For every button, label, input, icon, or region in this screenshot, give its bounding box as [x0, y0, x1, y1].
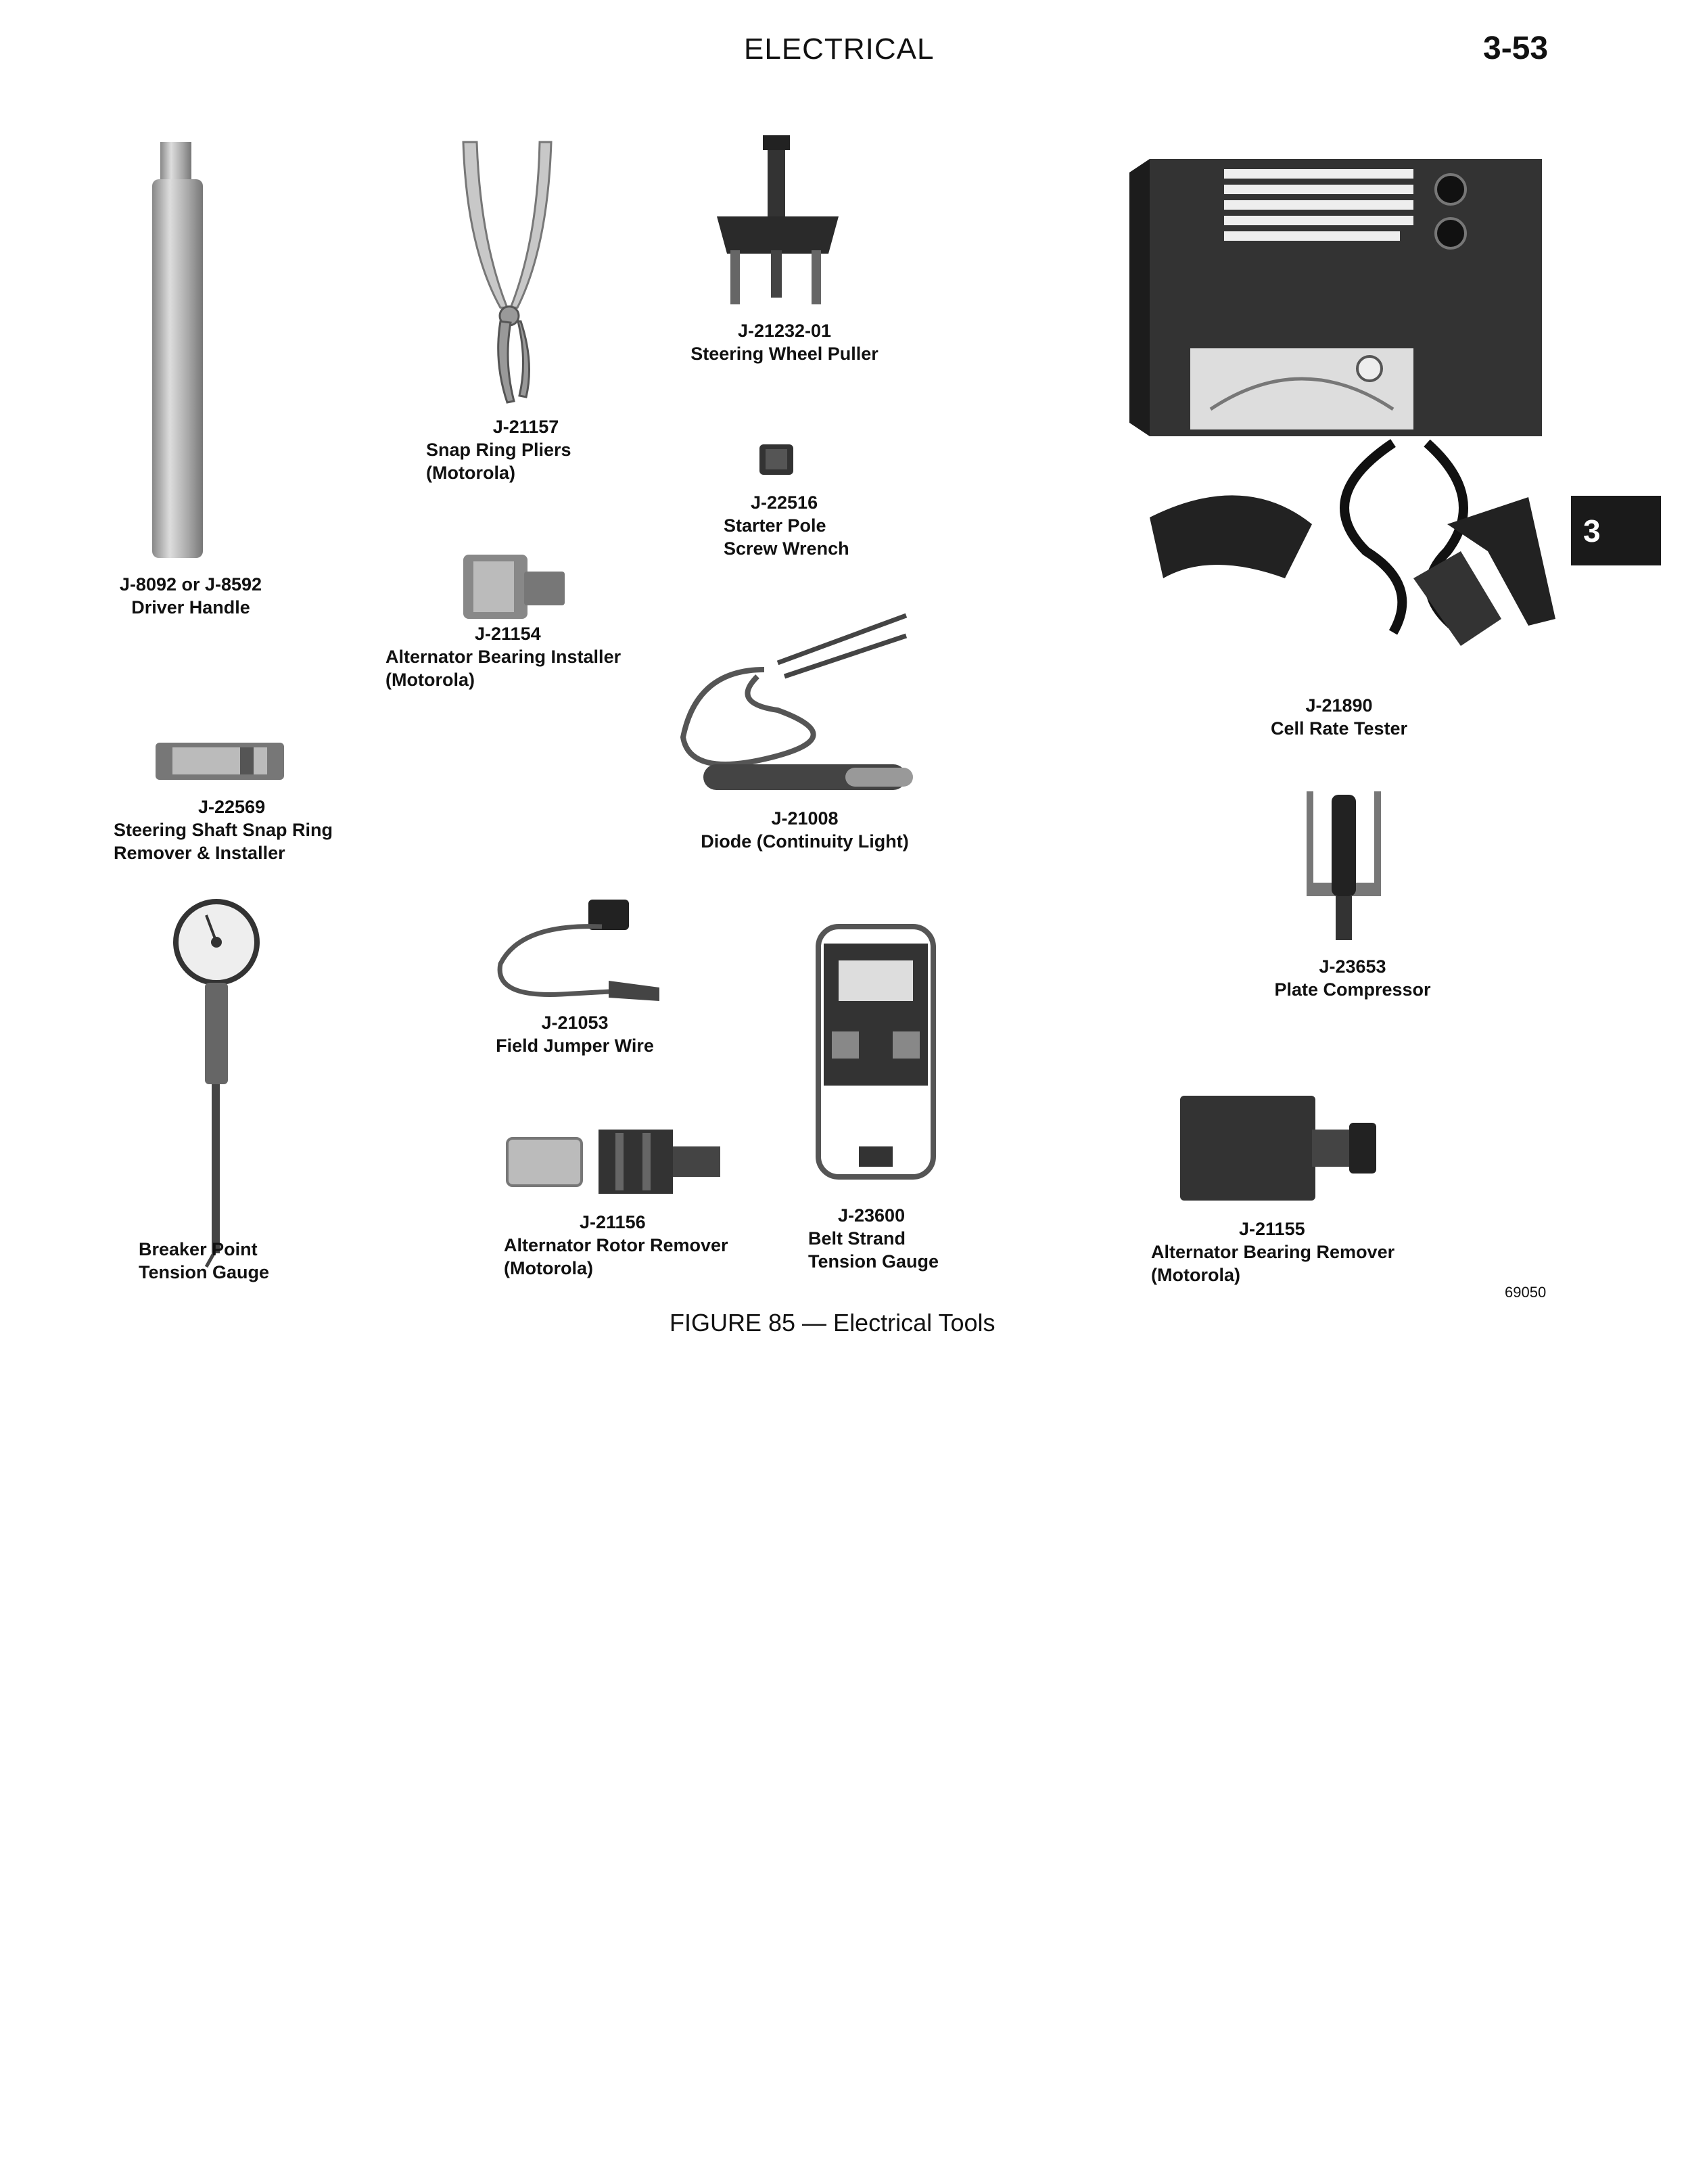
field-jumper-wire-part: J-21053	[541, 1013, 609, 1033]
starter-pole-wrench-line2: Screw Wrench	[724, 538, 849, 559]
alt-bearing-installer-note: (Motorola)	[385, 670, 475, 690]
alt-rotor-remover-image	[504, 1126, 727, 1197]
belt-strand-gauge-line2: Tension Gauge	[808, 1251, 939, 1272]
plate-compressor-image	[1296, 788, 1391, 944]
steering-wheel-puller-label	[683, 319, 886, 365]
alt-bearing-installer-image	[460, 548, 568, 622]
steering-wheel-puller-part: J-21232-01	[737, 321, 832, 341]
alt-bearing-installer-name: Alternator Bearing Installer	[385, 647, 622, 667]
starter-pole-wrench-line1: Starter Pole	[724, 515, 826, 536]
field-jumper-wire-name: Field Jumper Wire	[496, 1036, 654, 1056]
field-jumper-wire-image	[487, 896, 663, 1011]
alt-bearing-installer-part: J-21154	[475, 624, 541, 644]
alt-rotor-remover-label	[504, 1211, 747, 1280]
belt-strand-gauge-line1: Belt Strand	[808, 1228, 906, 1249]
breaker-point-gauge-line1: Breaker Point	[139, 1239, 258, 1259]
alt-rotor-remover-part: J-21156	[580, 1212, 646, 1232]
snap-ring-pliers-label	[426, 415, 588, 484]
steering-shaft-snap-ring-line1: Steering Shaft Snap Ring	[114, 820, 333, 840]
cell-rate-tester-name: Cell Rate Tester	[1270, 718, 1408, 739]
steering-shaft-snap-ring-label	[114, 795, 357, 864]
page-header-title: ELECTRICAL	[744, 32, 935, 66]
page-number: 3-53	[1483, 30, 1549, 66]
snap-ring-pliers-name: Snap Ring Pliers	[426, 440, 571, 460]
figure-ref-number: 69050	[1505, 1284, 1547, 1301]
cell-rate-tester-part: J-21890	[1305, 695, 1373, 716]
cell-rate-tester-image	[1109, 145, 1569, 687]
alt-bearing-remover-image	[1177, 1092, 1380, 1204]
steering-wheel-puller-name: Steering Wheel Puller	[690, 344, 878, 364]
driver-handle-label	[110, 573, 272, 619]
alt-rotor-remover-note: (Motorola)	[504, 1258, 593, 1278]
starter-pole-wrench-part: J-22516	[751, 492, 818, 513]
starter-pole-wrench-image	[756, 441, 797, 478]
snap-ring-pliers-part: J-21157	[492, 417, 559, 437]
starter-pole-wrench-label	[724, 491, 886, 560]
steering-shaft-snap-ring-part: J-22569	[198, 797, 266, 817]
diode-continuity-name: Diode (Continuity Light)	[701, 831, 909, 852]
breaker-point-gauge-image	[172, 898, 260, 1270]
diode-continuity-image	[676, 602, 933, 805]
snap-ring-pliers-note: (Motorola)	[426, 463, 515, 483]
alt-bearing-remover-label	[1151, 1217, 1422, 1286]
belt-strand-gauge-label	[808, 1204, 984, 1273]
belt-strand-gauge-image	[812, 923, 940, 1180]
alt-bearing-remover-name: Alternator Bearing Remover	[1151, 1242, 1395, 1262]
plate-compressor-label	[1265, 955, 1440, 1001]
cell-rate-tester-label	[1238, 694, 1440, 740]
plate-compressor-name: Plate Compressor	[1274, 979, 1431, 1000]
driver-handle-part: J-8092 or J-8592	[119, 574, 262, 595]
breaker-point-gauge-label	[139, 1238, 301, 1284]
figure-caption: FIGURE 85 — Electrical Tools	[670, 1309, 995, 1337]
alt-bearing-installer-label	[385, 622, 670, 691]
steering-wheel-puller-image	[703, 135, 852, 311]
breaker-point-gauge-line2: Tension Gauge	[139, 1262, 270, 1282]
diode-continuity-part: J-21008	[771, 808, 839, 829]
snap-ring-pliers-image	[453, 139, 568, 409]
driver-handle-name: Driver Handle	[131, 597, 250, 618]
steering-shaft-snap-ring-image	[152, 739, 287, 783]
driver-handle-image	[145, 142, 220, 561]
alt-bearing-remover-note: (Motorola)	[1151, 1265, 1240, 1285]
plate-compressor-part: J-23653	[1319, 956, 1386, 977]
alt-bearing-remover-part: J-21155	[1239, 1219, 1305, 1239]
field-jumper-wire-label	[473, 1011, 676, 1057]
diode-continuity-label	[683, 807, 927, 853]
alt-rotor-remover-name: Alternator Rotor Remover	[504, 1235, 728, 1255]
steering-shaft-snap-ring-line2: Remover & Installer	[114, 843, 285, 863]
section-tab: 3	[1571, 496, 1661, 565]
belt-strand-gauge-part: J-23600	[838, 1205, 906, 1226]
